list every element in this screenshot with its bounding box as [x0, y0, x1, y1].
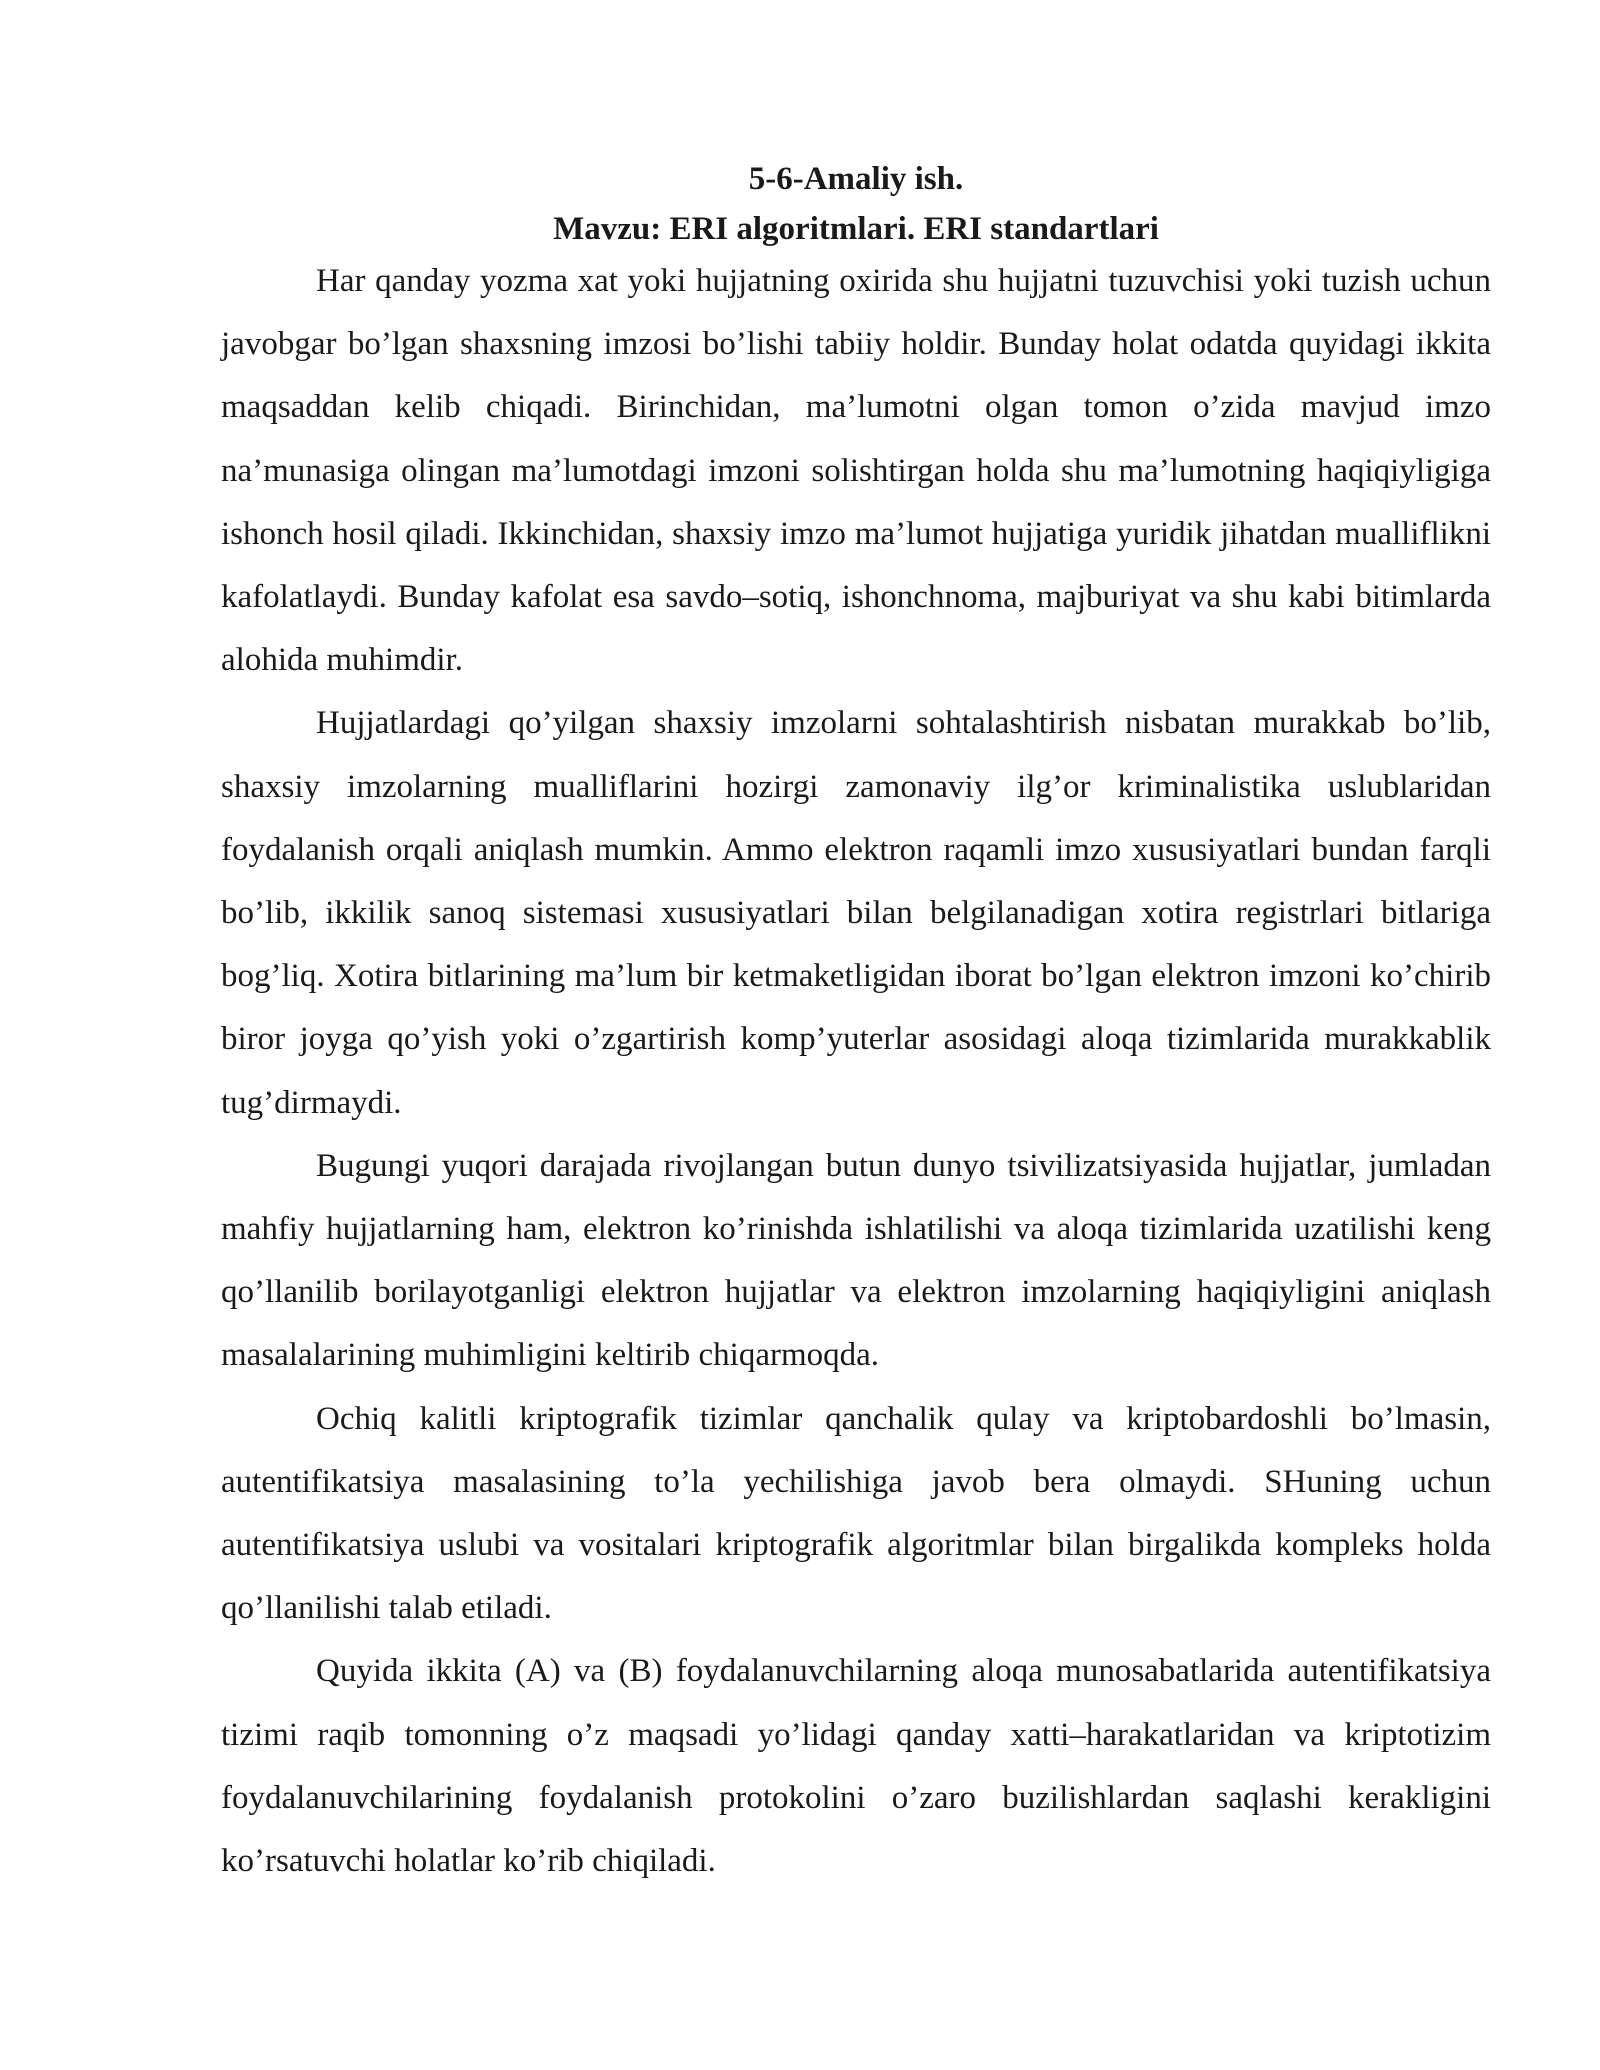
document-title: 5-6-Amaliy ish.	[748, 161, 964, 197]
document-body	[221, 148, 1491, 1893]
paragraph-5: Quyida ikkita (A) va (B) foydalanuvchilarning aloqa munosabatlarida autentifikatsiya tizimi raqib tomonning o’z maqsadi yo’lidagi qanday xatti–harakatlaridan va kriptotizim foydalanuvchilarining foydalanish protokolini o’zaro buzilishlardan saqlashi kerakligini ko’rsatuvchi holatlar ko’rib chiqiladi.	[221, 1653, 1491, 1880]
paragraph-1: Har qanday yozma xat yoki hujjatning oxirida shu hujjatni tuzuvchisi yoki tuzish uchun javobgar bo’lgan shaxsning imzosi bo’lishi tabiiy holdir. Bunday holat odatda quyidagi ikkita maqsaddan kelib chiqadi. Birinchidan, ma’lumotni olgan tomon o’zida mavjud imzo na’munasiga olingan ma’lumotdagi imzoni solishtirgan holda shu ma’lumotning haqiqiyligiga ishonch hosil qiladi. Ikkinchidan, shaxsiy imzo ma’lumot hujjatiga yuridik jihatdan mualliflikni kafolatlaydi. Bunday kafolat esa savdo–sotiq, ishonchnoma, majburiyat va shu kabi bitimlarda alohida muhimdir.	[221, 263, 1491, 679]
paragraph-4: Ochiq kalitli kriptografik tizimlar qanchalik qulay va kriptobardoshli bo’lmasin, autentifikatsiya masalasining to’la yechilishiga javob bera olmaydi. SHuning uchun autentifikatsiya uslubi va vositalari kriptografik algoritmlar bilan birgalikda kompleks holda qo’llanilishi talab etiladi.	[221, 1400, 1491, 1627]
paragraph-2: Hujjatlardagi qo’yilgan shaxsiy imzolarni sohtalashtirish nisbatan murakkab bo’lib, shaxsiy imzolarning mualliflarini hozirgi zamonaviy ilg’or kriminalistika uslublaridan foydalanish orqali aniqlash mumkin. Ammo elektron raqamli imzo xususiyatlari bundan farqli bo’lib, ikkilik sanoq sistemasi xususiyatlari bilan belgilanadigan xotira registrlari bitlariga bog’liq. Xotira bitlarining ma’lum bir ketmaketligidan iborat bo’lgan elektron imzoni ko’chirib biror joyga qo’yish yoki o’zgartirish komp’yuterlar asosidagi aloqa tizimlarida murakkablik tug’dirmaydi.	[221, 705, 1491, 1121]
paragraph-3: Bugungi yuqori darajada rivojlangan butun dunyo tsivilizatsiyasida hujjatlar, jumladan mahfiy hujjatlarning ham, elektron ko’rinishda ishlatilishi va aloqa tizimlarida uzatilishi keng qo’llanilib borilayotganligi elektron hujjatlar va elektron imzolarning haqiqiyligini aniqlash masalalarining muhimligini keltirib chiqarmoqda.	[221, 1147, 1491, 1374]
document-subtitle: Mavzu: ERI algoritmlari. ERI standartlari	[553, 211, 1159, 247]
